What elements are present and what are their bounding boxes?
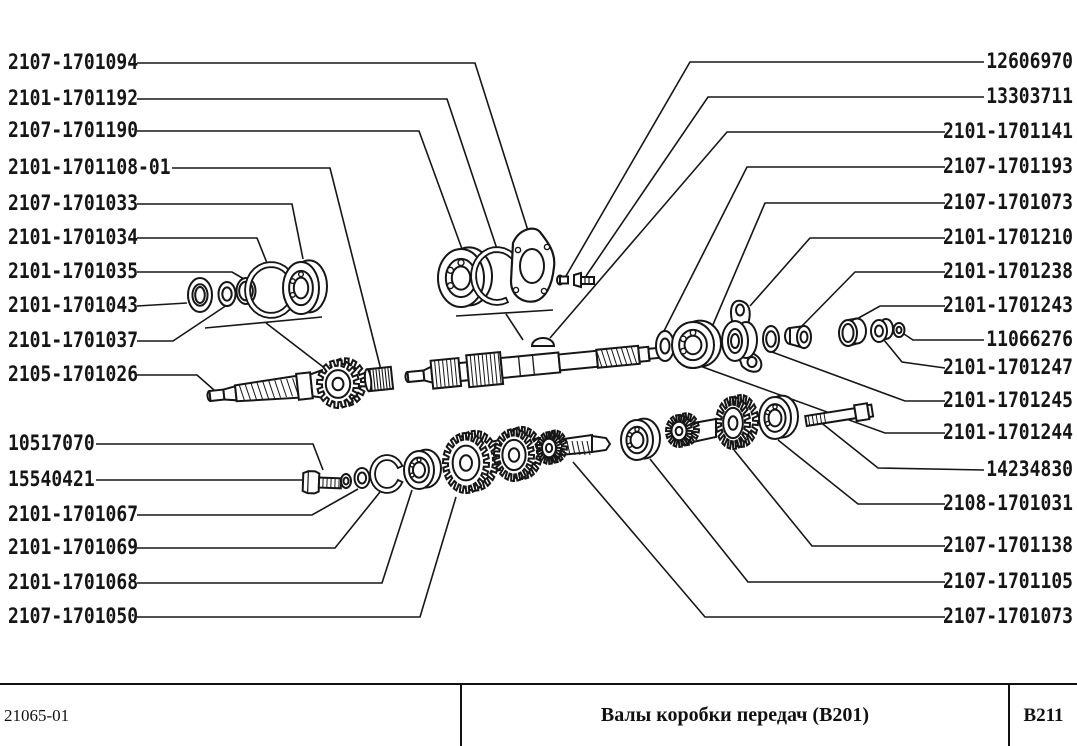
- flange-nut: [785, 326, 811, 348]
- spacer-bushing: [839, 319, 866, 347]
- leader-line: [137, 272, 244, 279]
- leader-line: [566, 62, 984, 276]
- half-moon-plug: [532, 338, 554, 346]
- leader-line: [137, 492, 380, 548]
- part-number-label: 2101-1701037: [8, 328, 139, 353]
- leader-line: [855, 306, 945, 320]
- counter-shaft-mid-gear: [494, 427, 542, 481]
- leader-line: [650, 459, 945, 582]
- group-bracket: [506, 314, 523, 340]
- leader-line: [137, 303, 187, 306]
- part-number-label: 15540421: [8, 467, 95, 492]
- part-number-label: 2107-1701193: [942, 154, 1073, 179]
- part-number-label: 2107-1701105: [942, 569, 1073, 594]
- part-number-label: 2107-1701138: [942, 533, 1073, 558]
- part-number-label: 2107-1701094: [8, 50, 139, 75]
- part-number-label: 2108-1701031: [942, 491, 1073, 516]
- part-number-label: 2101-1701108-01: [8, 155, 171, 180]
- input-shaft: [206, 370, 325, 410]
- leader-line: [663, 167, 945, 333]
- leader-line: [801, 272, 945, 327]
- leader-line: [137, 489, 358, 515]
- part-number-label: 2101-1701247: [942, 355, 1073, 380]
- lock-washer: [763, 326, 779, 352]
- idler-shaft-bearing: [759, 396, 798, 439]
- doc-number-cell: [0, 685, 460, 746]
- part-number-label: 2107-1701073: [942, 604, 1073, 629]
- output-flange: [722, 301, 761, 372]
- side-cover-gasket: [511, 229, 554, 302]
- leader-line: [778, 440, 945, 504]
- leader-line: [734, 450, 945, 546]
- part-number-label: 2107-1701073: [942, 190, 1073, 215]
- counter-shaft-front-bearing: [404, 450, 441, 489]
- counter-shaft-bolt: [303, 471, 342, 494]
- drawing-title: Валы коробки передач (В201): [600, 704, 870, 726]
- input-shaft-gear: [317, 358, 366, 408]
- part-number-label: 2101-1701244: [942, 420, 1073, 445]
- part-number-label: 2101-1701192: [8, 86, 139, 111]
- spring-washer: [341, 474, 351, 488]
- leader-line: [137, 63, 530, 237]
- oil-seal: [188, 278, 212, 312]
- part-number-label: 12606970: [986, 49, 1073, 74]
- leader-line: [137, 238, 267, 263]
- group-bracket: [456, 310, 553, 316]
- leader-line: [137, 204, 303, 259]
- part-number-label: 2107-1701050: [8, 604, 139, 629]
- leader-line: [137, 375, 214, 390]
- part-number-label: 2101-1701034: [8, 225, 139, 250]
- cap-washer: [871, 319, 893, 342]
- leader-line: [137, 131, 462, 249]
- part-number-label: 2107-1701190: [8, 118, 139, 143]
- part-number-label: 11066276: [986, 327, 1073, 352]
- leader-line: [772, 352, 945, 401]
- sheet-code: В211: [1023, 704, 1064, 726]
- counter-shaft-large-gear: [443, 431, 498, 493]
- part-number-label: 2105-1701026: [8, 362, 139, 387]
- leader-line: [96, 444, 323, 470]
- leader-line: [901, 332, 984, 340]
- part-number-label: 2101-1701245: [942, 388, 1073, 413]
- part-number-label: 2101-1701069: [8, 535, 139, 560]
- leader-line: [586, 97, 984, 276]
- leader-line: [137, 301, 233, 341]
- part-number-label: 2101-1701067: [8, 502, 139, 527]
- main-shaft-rear-bearing: [672, 321, 721, 368]
- part-number-label: 2101-1701238: [942, 259, 1073, 284]
- leader-line: [172, 168, 381, 370]
- group-bracket: [205, 317, 322, 328]
- part-number-label: 2101-1701035: [8, 259, 139, 284]
- drawing-title-cell: [460, 685, 1010, 746]
- leader-line: [884, 340, 945, 368]
- part-number-label: 2101-1701141: [942, 119, 1073, 144]
- part-number-label: 2101-1701243: [942, 293, 1073, 318]
- title-block: [0, 683, 1077, 746]
- splined-hub-gear: [666, 413, 699, 447]
- input-shaft-front-bearing: [283, 260, 327, 314]
- leader-line: [137, 99, 497, 249]
- flat-washer: [355, 468, 370, 488]
- counter-shaft-rear-bearing: [621, 419, 660, 460]
- rivet-pin: [557, 276, 568, 285]
- part-number-label: 2101-1701043: [8, 293, 139, 318]
- sheet-code-cell: [1010, 685, 1077, 746]
- part-number-label: 10517070: [8, 431, 95, 456]
- small-nut: [894, 323, 905, 337]
- part-number-label: 13303711: [986, 84, 1073, 109]
- part-number-label: 14234830: [986, 457, 1073, 482]
- part-number-label: 2101-1701210: [942, 225, 1073, 250]
- part-number-label: 2101-1701068: [8, 570, 139, 595]
- counter-shaft-small-gear: [537, 431, 567, 465]
- thrust-washer: [219, 282, 236, 306]
- small-bolt: [574, 273, 594, 287]
- doc-number: 21065-01: [4, 705, 70, 725]
- part-number-label: 2107-1701033: [8, 191, 139, 216]
- bearing-snap-ring: [370, 455, 402, 493]
- leader-line: [573, 462, 945, 617]
- needle-roller-bearing: [364, 367, 393, 392]
- reverse-idler-gear: [716, 395, 758, 449]
